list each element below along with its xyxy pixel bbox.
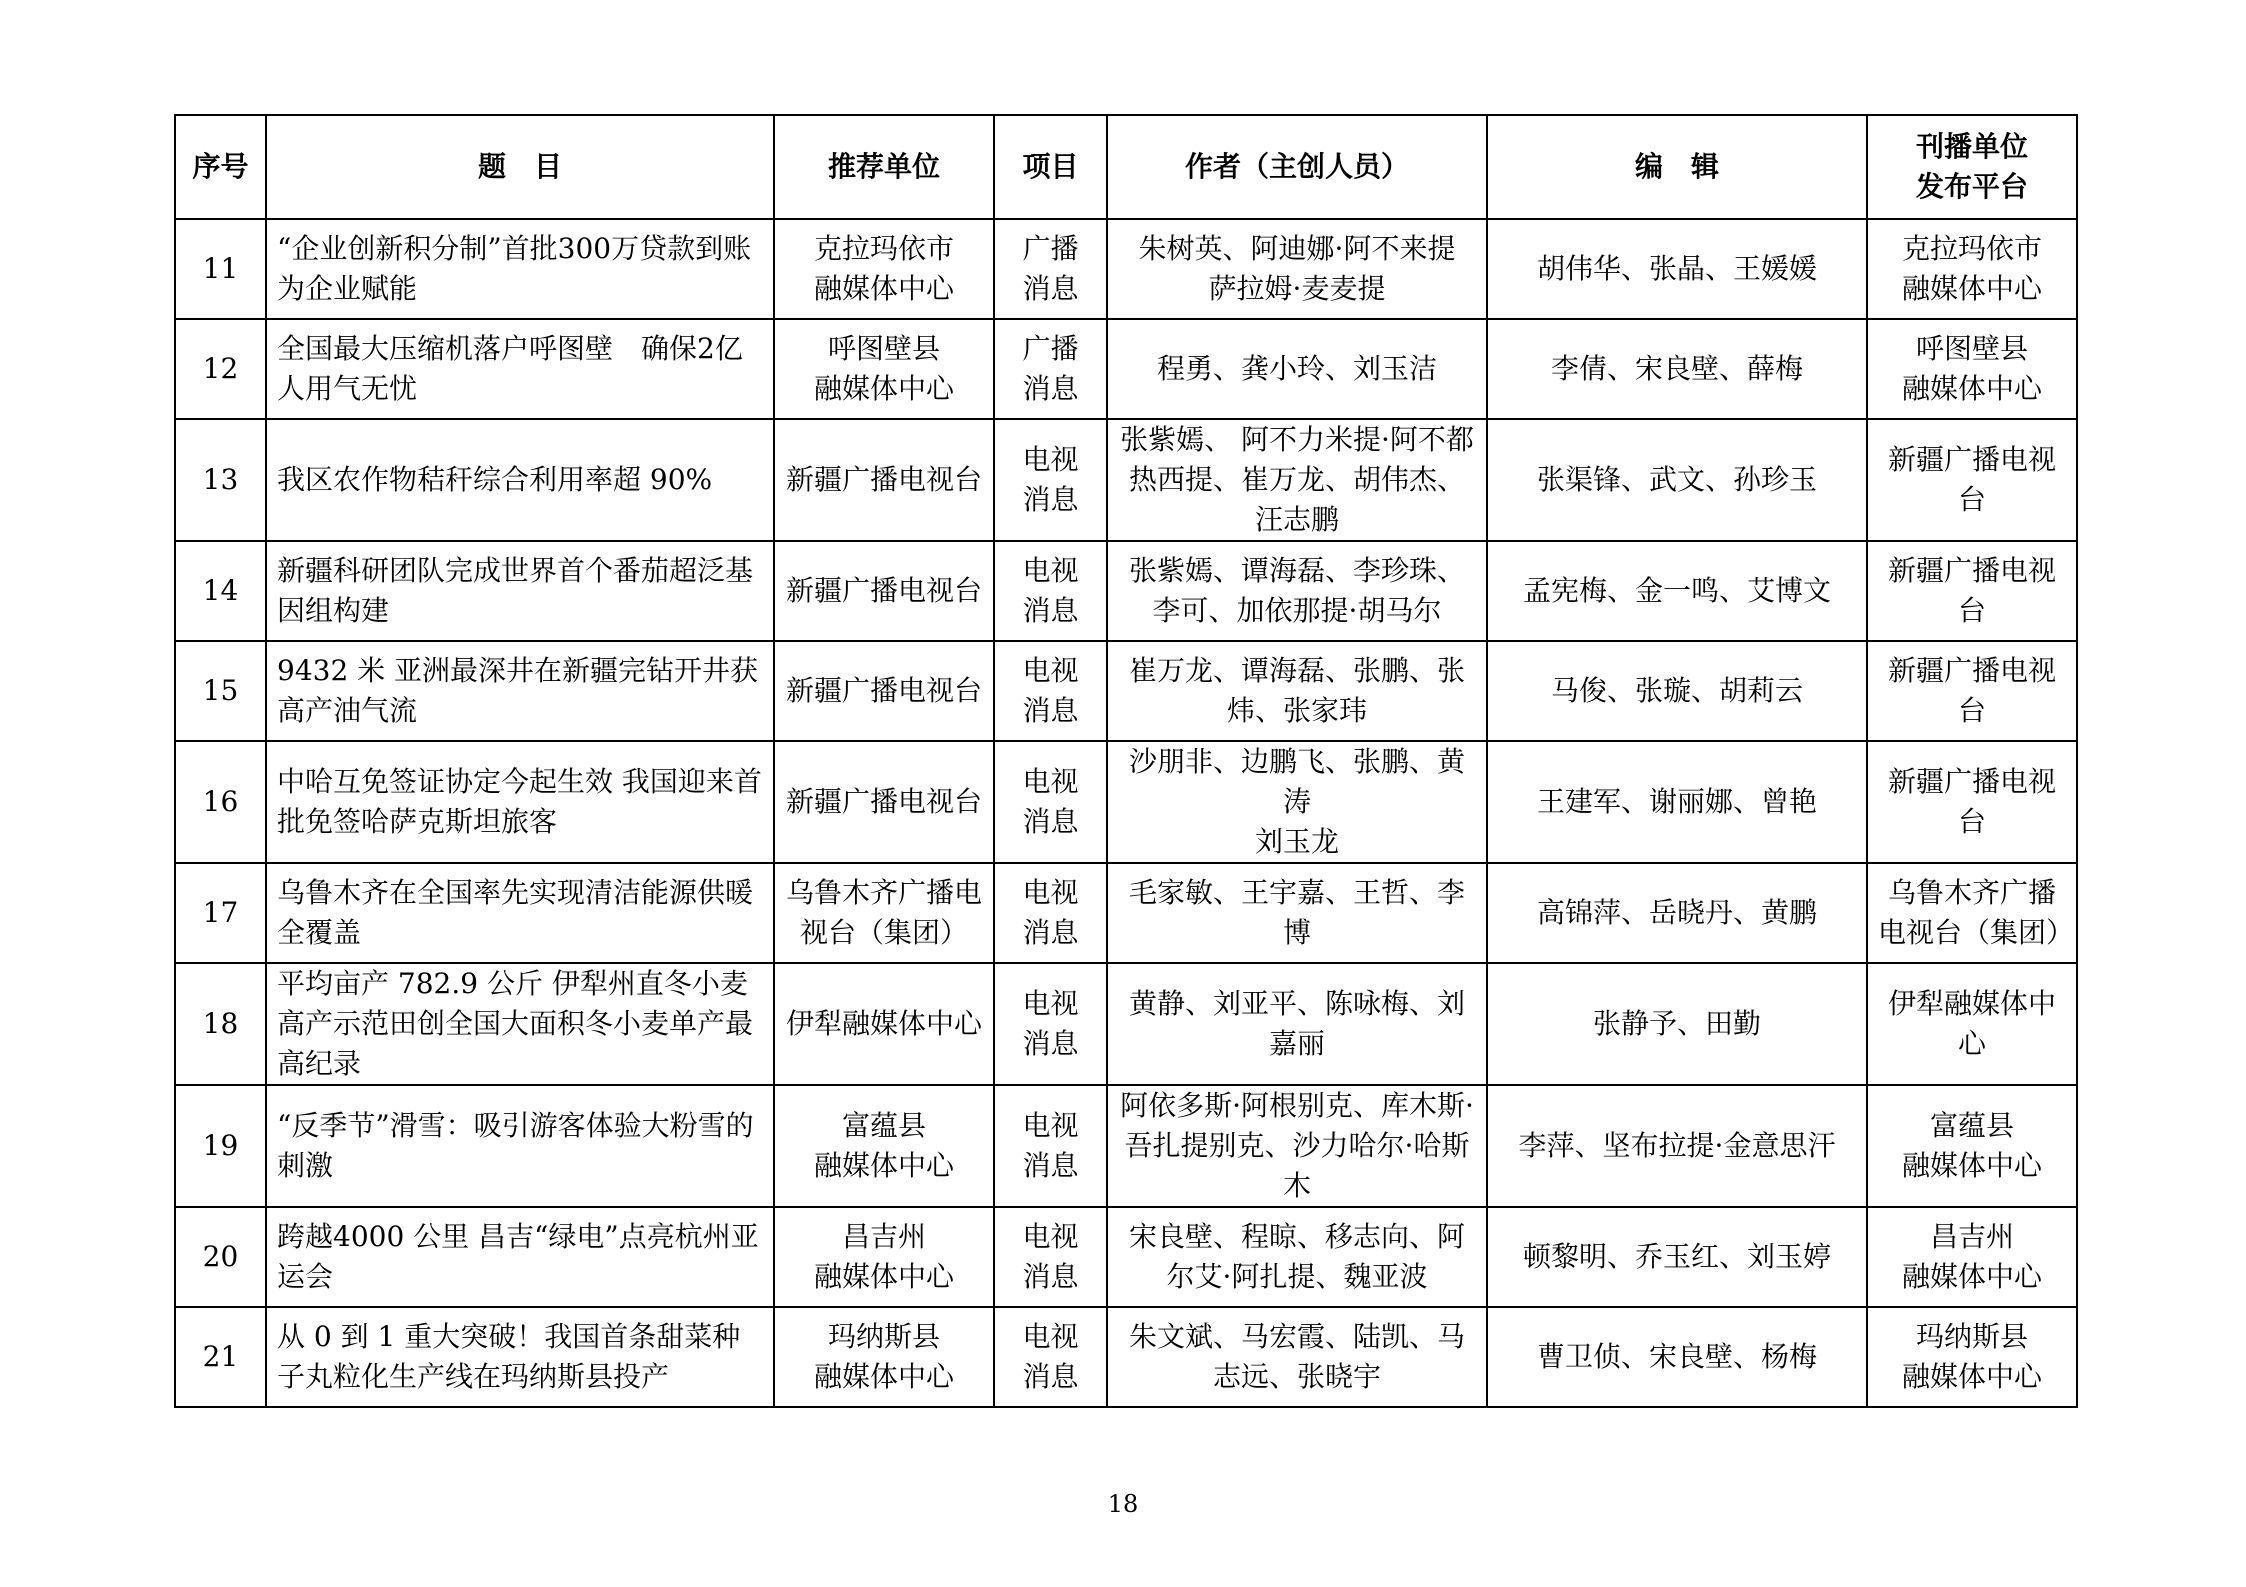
row-authors-text: 张紫嫣、谭海磊、李珍珠、李可、加依那提·胡马尔 [1128,554,1465,627]
row-title: 中哈互免签证协定今起生效 我国迎来首批免签哈萨克斯坦旅客 [266,741,774,863]
row-title: 平均亩产 782.9 公斤 伊犁州直冬小麦高产示范田创全国大面积冬小麦单产最高纪录 [266,963,774,1085]
header-publisher [1867,115,2077,219]
row-recommender-text: 乌鲁木齐广播电视台（集团） [785,876,982,949]
row-num: 20 [175,1207,266,1307]
row-publisher-text: 乌鲁木齐广播电视台（集团） [1878,876,2075,949]
awards-table [174,114,2078,1408]
row-publisher [1867,741,2077,863]
row-authors-text: 崔万龙、谭海磊、张鹏、张炜、张家玮 [1128,654,1465,727]
row-num: 18 [175,963,266,1085]
row-recommender-text: 呼图壁县 融媒体中心 [813,332,954,405]
row-recommender [774,1085,994,1207]
header-recommender: 推荐单位 [774,115,994,219]
row-publisher [1867,319,2077,419]
table-row [175,1207,2077,1307]
row-num: 19 [175,1085,266,1207]
table-row [175,641,2077,741]
table-body [175,219,2077,1407]
row-title: 新疆科研团队完成世界首个番茄超泛基因组构建 [266,541,774,641]
table-row [175,963,2077,1085]
row-authors [1107,541,1487,641]
row-category [994,863,1107,963]
row-recommender [774,963,994,1085]
table-row [175,1307,2077,1407]
row-editors: 胡伟华、张晶、王媛媛 [1487,219,1867,319]
row-publisher [1867,1307,2077,1407]
row-recommender-text: 克拉玛依市 融媒体中心 [813,232,954,305]
table-row [175,1085,2077,1207]
row-category-text: 广播 消息 [1022,332,1079,405]
table-row [175,741,2077,863]
row-publisher [1867,419,2077,541]
row-recommender [774,419,994,541]
row-category-text: 电视 消息 [1022,1320,1079,1393]
row-authors-text: 宋良壁、程晾、移志向、阿尔艾·阿扎提、魏亚波 [1128,1220,1465,1293]
row-authors [1107,1207,1487,1307]
row-category [994,541,1107,641]
row-authors-text: 朱树英、阿迪娜·阿不来提 萨拉姆·麦麦提 [1138,232,1456,305]
row-category [994,741,1107,863]
row-num: 14 [175,541,266,641]
row-category-text: 电视 消息 [1022,443,1079,516]
row-publisher [1867,1207,2077,1307]
row-recommender [774,741,994,863]
row-recommender [774,863,994,963]
row-publisher-text: 昌吉州 融媒体中心 [1901,1220,2042,1293]
table-header [175,115,2077,219]
row-title: “反季节”滑雪：吸引游客体验大粉雪的刺激 [266,1085,774,1207]
row-editors: 曹卫侦、宋良壁、杨梅 [1487,1307,1867,1407]
header-category: 项目 [994,115,1107,219]
row-publisher [1867,1085,2077,1207]
row-category-text: 电视 消息 [1022,1220,1079,1293]
row-editors: 张渠锋、武文、孙珍玉 [1487,419,1867,541]
row-recommender-text: 富蕴县 融媒体中心 [813,1109,954,1182]
header-row [175,115,2077,219]
row-publisher-text: 新疆广播电视台 [1887,765,2056,838]
row-editors: 李倩、宋良壁、薛梅 [1487,319,1867,419]
row-editors: 李萍、坚布拉提·金意思汗 [1487,1085,1867,1207]
row-editors: 顿黎明、乔玉红、刘玉婷 [1487,1207,1867,1307]
row-authors [1107,1307,1487,1407]
table-row [175,419,2077,541]
row-authors [1107,641,1487,741]
row-category [994,419,1107,541]
row-category [994,1207,1107,1307]
page-number: 18 [1107,1490,1139,1518]
table-row [175,319,2077,419]
row-recommender [774,319,994,419]
row-publisher-text: 呼图壁县 融媒体中心 [1901,332,2042,405]
row-authors [1107,419,1487,541]
row-category [994,219,1107,319]
row-publisher-text: 新疆广播电视台 [1887,554,2056,627]
row-recommender [774,219,994,319]
row-title: 跨越4000 公里 昌吉“绿电”点亮杭州亚运会 [266,1207,774,1307]
row-authors [1107,863,1487,963]
row-category-text: 广播 消息 [1022,232,1079,305]
row-category-text: 电视 消息 [1022,554,1079,627]
row-title: 乌鲁木齐在全国率先实现清洁能源供暖全覆盖 [266,863,774,963]
row-publisher-text: 新疆广播电视台 [1887,654,2056,727]
row-num: 12 [175,319,266,419]
row-publisher-text: 玛纳斯县 融媒体中心 [1901,1320,2042,1393]
row-num: 16 [175,741,266,863]
row-category [994,319,1107,419]
row-recommender-text: 伊犁融媒体中心 [785,1007,982,1040]
row-authors [1107,741,1487,863]
row-num: 21 [175,1307,266,1407]
row-recommender-text: 新疆广播电视台 [785,574,982,607]
row-title: 从 0 到 1 重大突破！我国首条甜菜种子丸粒化生产线在玛纳斯县投产 [266,1307,774,1407]
row-category-text: 电视 消息 [1022,987,1079,1060]
row-category [994,1307,1107,1407]
row-category-text: 电视 消息 [1022,765,1079,838]
header-num: 序号 [175,115,266,219]
row-category-text: 电视 消息 [1022,654,1079,727]
row-publisher [1867,863,2077,963]
row-publisher-text: 伊犁融媒体中心 [1887,987,2056,1060]
row-title: 我区农作物秸秆综合利用率超 90% [266,419,774,541]
row-recommender-text: 新疆广播电视台 [785,785,982,818]
row-editors: 张静予、田勤 [1487,963,1867,1085]
row-recommender-text: 玛纳斯县 融媒体中心 [813,1320,954,1393]
row-num: 15 [175,641,266,741]
row-recommender [774,1307,994,1407]
row-recommender [774,1207,994,1307]
header-authors: 作者（主创人员） [1107,115,1487,219]
row-recommender-text: 新疆广播电视台 [785,463,982,496]
row-authors [1107,319,1487,419]
row-authors-text: 张紫嫣、 阿不力米提·阿不都热西提、崔万龙、胡伟杰、汪志鹏 [1120,423,1474,536]
row-publisher-text: 富蕴县 融媒体中心 [1901,1109,2042,1182]
row-authors-text: 阿依多斯·阿根别克、库木斯·吾扎提别克、沙力哈尔·哈斯木 [1120,1089,1474,1202]
header-publisher-label: 刊播单位 发布平台 [1915,130,2028,203]
header-title: 题 目 [266,115,774,219]
header-editors: 编 辑 [1487,115,1867,219]
row-category-text: 电视 消息 [1022,1109,1079,1182]
row-publisher-text: 克拉玛依市 融媒体中心 [1901,232,2042,305]
row-authors-text: 毛家敏、王宇嘉、王哲、李博 [1128,876,1465,949]
table-row [175,863,2077,963]
table-row [175,541,2077,641]
row-category-text: 电视 消息 [1022,876,1079,949]
row-authors [1107,1085,1487,1207]
row-recommender-text: 昌吉州 融媒体中心 [813,1220,954,1293]
row-publisher [1867,219,2077,319]
row-authors-text: 程勇、龚小玲、刘玉洁 [1156,352,1437,385]
row-authors-text: 黄静、刘亚平、陈咏梅、刘嘉丽 [1128,987,1465,1060]
row-publisher [1867,541,2077,641]
row-num: 13 [175,419,266,541]
row-editors: 孟宪梅、金一鸣、艾博文 [1487,541,1867,641]
row-num: 17 [175,863,266,963]
row-publisher [1867,641,2077,741]
row-publisher [1867,963,2077,1085]
row-editors: 马俊、张璇、胡莉云 [1487,641,1867,741]
row-num: 11 [175,219,266,319]
row-recommender [774,541,994,641]
row-title: 全国最大压缩机落户呼图壁 确保2亿人用气无忧 [266,319,774,419]
row-editors: 高锦萍、岳晓丹、黄鹏 [1487,863,1867,963]
row-category [994,963,1107,1085]
row-authors [1107,963,1487,1085]
row-title: 9432 米 亚洲最深井在新疆完钻开井获高产油气流 [266,641,774,741]
row-publisher-text: 新疆广播电视台 [1887,443,2056,516]
row-authors-text: 朱文斌、马宏霞、陆凯、马志远、张晓宇 [1128,1320,1465,1393]
row-editors: 王建军、谢丽娜、曾艳 [1487,741,1867,863]
row-recommender-text: 新疆广播电视台 [785,674,982,707]
row-category [994,641,1107,741]
row-authors-text: 沙朋非、边鹏飞、张鹏、黄涛 刘玉龙 [1128,745,1465,858]
row-title: “企业创新积分制”首批300万贷款到账 为企业赋能 [266,219,774,319]
table-row [175,219,2077,319]
row-authors [1107,219,1487,319]
row-recommender [774,641,994,741]
row-category [994,1085,1107,1207]
